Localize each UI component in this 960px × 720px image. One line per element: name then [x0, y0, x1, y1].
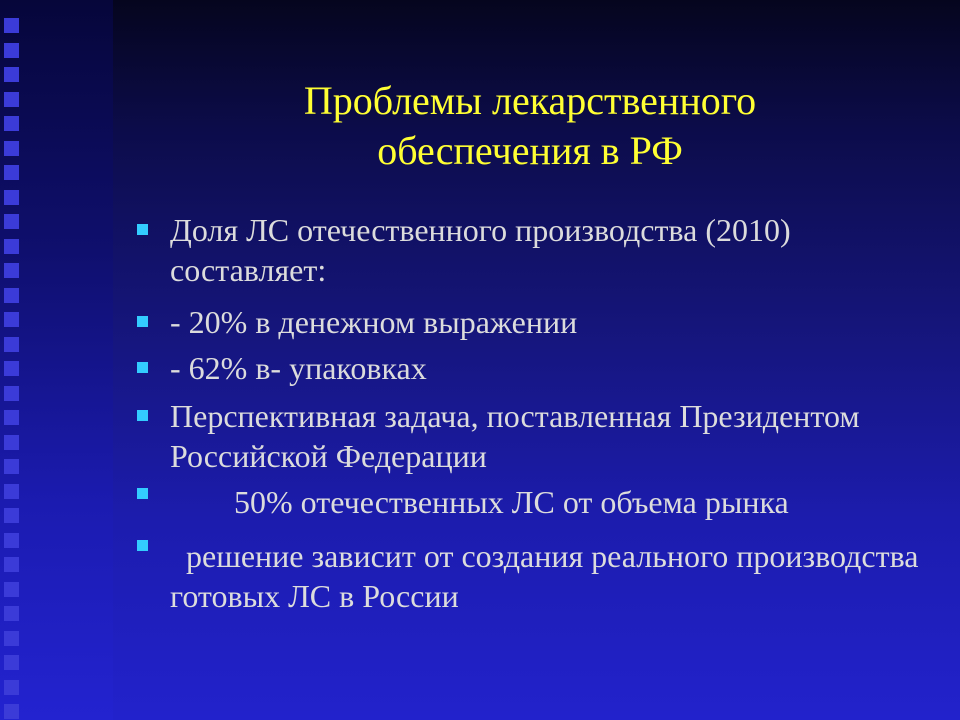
decorative-square-column: [4, 0, 26, 720]
slide-title-line-2: обеспечения в РФ: [377, 128, 683, 173]
decorative-square: [4, 631, 19, 646]
decorative-square: [4, 680, 19, 695]
decorative-square: [4, 18, 19, 33]
decorative-square: [4, 508, 19, 523]
square-bullet-icon: [137, 224, 148, 235]
decorative-square: [4, 43, 19, 58]
bullet-text: 50% отечественных ЛС от объема рынка: [170, 484, 789, 520]
decorative-square: [4, 533, 19, 548]
decorative-square: [4, 459, 19, 474]
bullet-text: решение зависит от создания реального производства готовых ЛС в России: [170, 538, 927, 614]
decorative-square: [4, 704, 19, 719]
decorative-square: [4, 190, 19, 205]
decorative-square: [4, 606, 19, 621]
bullet-text: - 20% в денежном выражении: [170, 304, 578, 340]
slide-title: [130, 76, 930, 176]
decorative-square: [4, 288, 19, 303]
decorative-square: [4, 116, 19, 131]
square-bullet-icon: [137, 362, 148, 373]
slide-title-line-1: Проблемы лекарственного: [303, 78, 757, 123]
decorative-square: [4, 655, 19, 670]
bullet-text: - 62% в- упаковках: [170, 350, 427, 386]
decorative-square: [4, 386, 19, 401]
decorative-square: [4, 141, 19, 156]
bullet-text: Доля ЛС отечественного производства (2010) составляет:: [170, 212, 799, 288]
decorative-square: [4, 67, 19, 82]
decorative-square: [4, 410, 19, 425]
square-bullet-icon: [137, 488, 148, 499]
bullet-text: Перспективная задача, поставленная Президентом Российской Федерации: [170, 398, 868, 474]
decorative-square: [4, 165, 19, 180]
left-decorative-band: [0, 0, 113, 720]
decorative-square: [4, 214, 19, 229]
square-bullet-icon: [137, 410, 148, 421]
decorative-square: [4, 435, 19, 450]
decorative-square: [4, 239, 19, 254]
decorative-square: [4, 582, 19, 597]
decorative-square: [4, 92, 19, 107]
square-bullet-icon: [137, 316, 148, 327]
decorative-square: [4, 263, 19, 278]
decorative-square: [4, 312, 19, 327]
decorative-square: [4, 484, 19, 499]
decorative-square: [4, 361, 19, 376]
square-bullet-icon: [137, 540, 148, 551]
decorative-square: [4, 337, 19, 352]
decorative-square: [4, 557, 19, 572]
